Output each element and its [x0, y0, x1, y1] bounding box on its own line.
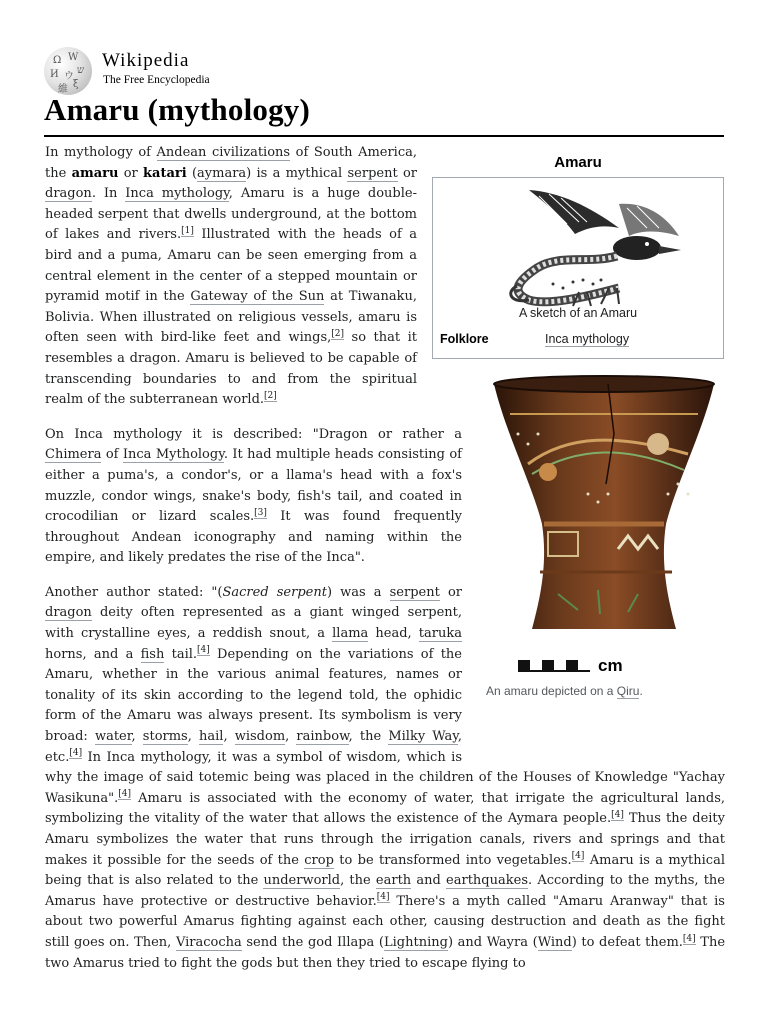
- link-andean-civilizations[interactable]: Andean civilizations: [156, 145, 291, 160]
- link-underworld[interactable]: underworld: [263, 873, 341, 889]
- term-katari: katari: [143, 165, 187, 181]
- float-spacer-infobox: [425, 143, 725, 379]
- citation-4c[interactable]: [4]: [118, 789, 132, 800]
- title-divider: [44, 135, 724, 137]
- citation-2b[interactable]: [2]: [264, 390, 277, 401]
- float-spacer-figure: [470, 425, 725, 763]
- link-wisdom[interactable]: wisdom: [234, 729, 286, 745]
- link-llama[interactable]: llama: [332, 626, 369, 642]
- citation-2[interactable]: [2]: [331, 329, 345, 340]
- citation-1[interactable]: [1]: [181, 226, 194, 237]
- citation-4b[interactable]: [4]: [69, 748, 83, 759]
- link-wind[interactable]: Wind: [537, 934, 572, 950]
- page-title: Amaru (mythology): [44, 92, 311, 127]
- citation-4a[interactable]: [4]: [197, 645, 210, 656]
- link-chimera[interactable]: Chimera: [45, 447, 102, 463]
- citation-4f[interactable]: [4]: [376, 892, 390, 903]
- infobox-title: Amaru: [554, 154, 602, 171]
- paragraph-symbolism: Another author stated: "(Sacred serpent) was a serpent or dragon deity often represented as a giant winged serpent, with crystalline eyes, a reddish snout, a llama head, taruka horns, and a fish tail.[4] Depending on the variations of the Amaru, whether in the various animal features, names or tonality of its skin according to the legend told, the ophidic form of the Amaru was always present. Its symbolism is very broad: water, storms, hail, wisdom, rainbow, the Milky Way, etc.[4] In Inca mythology, it was a symbol of wisdom, which is why the image of said totemic being was placed in the children of the Houses of Knowledge "Yachay Wasikuna".[4] Amaru is associated with the economy of water, that irrigate the agricultural lands, symbolizing the vitality of the water that allows the existence of the Aymara people.[4] Thus the deity Amaru symbolizes the water that runs through the irrigation canals, rivers and springs and that makes it possible for the seeds of the crop to be transformed into vegetables.[4] Amaru is a mythical being that is also related to the underworld, the earth and earthquakes. According to the myths, the Amarus have protective or destructive behavior.[4] There's a myth called "Amaru Aranway" that is about two powerful Amarus fighting against each other, causing destruction and death as the fight still goes on. Then, Viracocha send the god Illapa (Lightning) and Wayra (Wind) to defeat them.[4] The two Amarus tried to fight the gods but then they tried to escape flying to: [45, 584, 726, 971]
- paragraph-intro: In mythology of Andean civilizations of South America, the amaru or katari (aymara) is a mythical serpent or dragon. In Inca mythology, Amaru is a huge double-headed serpent that dwells underground, at the bottom of lakes and rivers.[1] Illustrated with the heads of a bird and a puma, Amaru can be seen emerging from a central element in the center of a stepped mountain or pyramid motif in the Gateway of the Sun at Tiwanaku, Bolivia. When illustrated on religious vessels, amaru is often seen with bird-like feet and wings,[2] so that it resembles a dragon. Amaru is believed to be capable of transcending boundaries to and from the spiritual realm of the subterranean world.[2]: [45, 145, 418, 408]
- link-crop[interactable]: crop: [304, 852, 334, 868]
- link-hail[interactable]: hail: [199, 729, 224, 745]
- link-taruka[interactable]: taruka: [418, 626, 462, 642]
- citation-4g[interactable]: [4]: [682, 933, 696, 944]
- infobox-image-caption: A sketch of an Amaru: [518, 306, 638, 320]
- link-serpent[interactable]: serpent: [347, 165, 398, 181]
- infobox-label-folklore: Folklore: [440, 332, 489, 346]
- citation-4d[interactable]: [4]: [611, 810, 624, 821]
- link-dragon-2[interactable]: dragon: [45, 605, 92, 621]
- paragraph-description: On Inca mythology it is described: "Dragon or rather a Chimera of Inca Mythology. It had multiple heads consisting of either a puma's, a condor's, or a llama's head with a fox's muzzle, condor wings, snake's body, fish's tail, and coated in crocodilian or lizard scales.[3] It was found frequently throughout Andean iconography and naming within the empire, and likely predates the rise of the Inca".: [45, 426, 462, 566]
- citation-4e[interactable]: [4]: [571, 851, 585, 862]
- link-qiru[interactable]: Qiru: [616, 684, 640, 698]
- link-inca-mythology-2[interactable]: Inca Mythology: [122, 447, 224, 463]
- link-gateway-of-the-sun[interactable]: Gateway of the Sun: [190, 289, 325, 305]
- link-rainbow[interactable]: rainbow: [296, 729, 349, 745]
- wikipedia-globe-logo[interactable]: Ω W И ウ ש 維 ξ: [44, 47, 92, 95]
- link-lightning[interactable]: Lightning: [384, 934, 448, 950]
- site-name[interactable]: Wikipedia: [102, 50, 190, 71]
- link-storms[interactable]: storms: [142, 729, 188, 745]
- link-earth[interactable]: earth: [375, 873, 412, 889]
- citation-3[interactable]: [3]: [254, 507, 267, 518]
- qiru-caption: An amaru depicted on a Qiru.: [486, 684, 643, 698]
- link-fish[interactable]: fish: [140, 646, 165, 662]
- term-amaru: amaru: [71, 165, 119, 181]
- link-viracocha[interactable]: Viracocha: [175, 934, 242, 950]
- infobox-link-inca-mythology[interactable]: Inca mythology: [545, 332, 630, 346]
- link-aymara[interactable]: aymara: [197, 165, 247, 181]
- link-serpent-2[interactable]: serpent: [389, 584, 440, 600]
- link-earthquakes[interactable]: earthquakes: [446, 873, 528, 889]
- scale-unit: cm: [598, 656, 623, 675]
- link-inca-mythology[interactable]: Inca mythology: [125, 186, 229, 202]
- site-tagline: The Free Encyclopedia: [103, 74, 210, 86]
- link-water[interactable]: water: [94, 729, 132, 745]
- link-milky-way[interactable]: Milky Way: [388, 729, 458, 745]
- link-dragon[interactable]: dragon: [45, 186, 92, 202]
- article-body: [45, 143, 725, 988]
